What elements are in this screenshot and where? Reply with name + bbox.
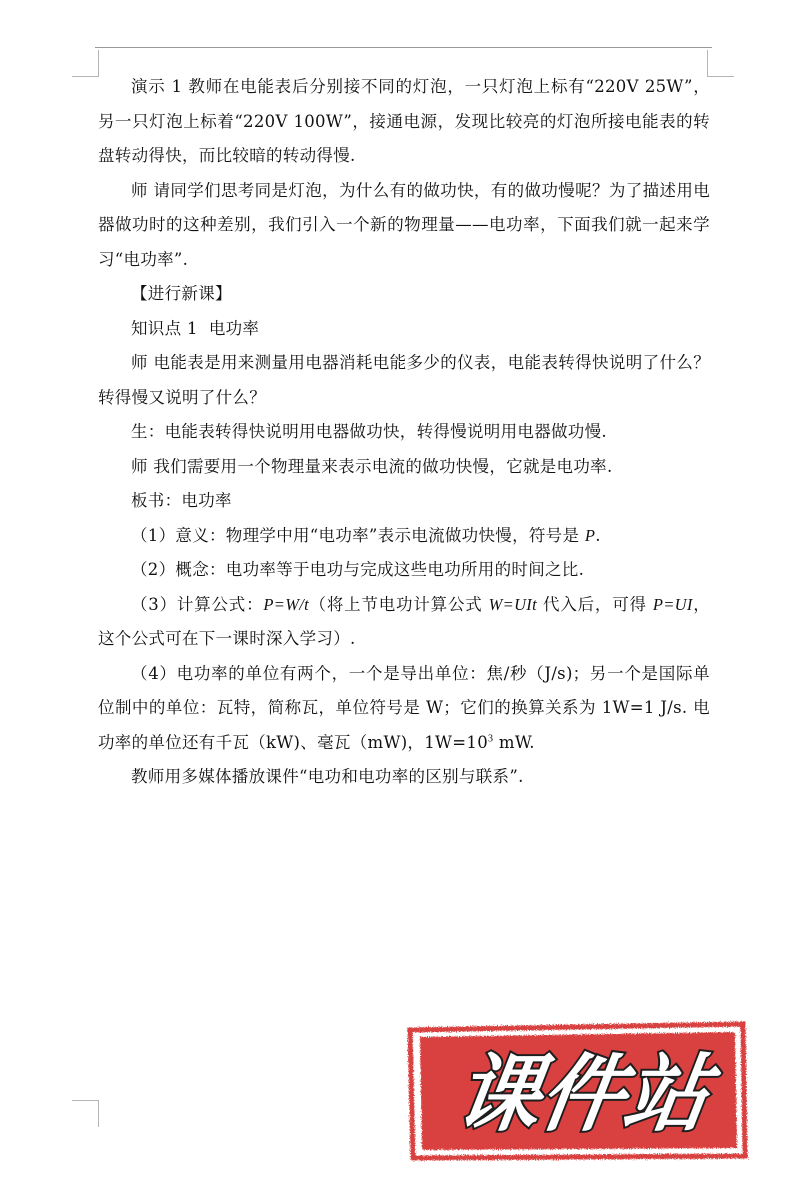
item-2-concept: （2）概念：电功率等于电功与完成这些电功所用的时间之比. (131, 560, 585, 579)
item-3-mid: （将上节电功计算公式 (309, 594, 489, 614)
item-3-prefix: （3）计算公式： (131, 594, 264, 614)
knowledge-point-title: 知识点 1 电功率 (131, 318, 260, 338)
item-4-exponent: 3 (488, 733, 494, 744)
margin-corner-bottom-left (72, 1100, 99, 1127)
item-1-end: . (595, 525, 601, 545)
item-3-formula (98, 588, 710, 657)
watermark-text: 课件站 (449, 1045, 716, 1143)
header-rule (95, 47, 712, 48)
item-1-symbol: P (584, 525, 596, 545)
watermark-stamp (404, 1020, 749, 1162)
item-3-suffix: ，这个公式可在下一课时深入学习）. (98, 594, 710, 648)
paragraph-student-answer: 生：电能表转得快说明用电器做功快，转得慢说明用电器做功慢. (131, 422, 607, 441)
item-4-main: （4）电功率的单位有两个，一个是导出单位：焦/秒（J/s)；另一个是国际单位制中的单位：瓦特，简称瓦，单位符号是 W；它们的换算关系为 1W=1 J/s. 电功率的单位还有千瓦（kW)、毫瓦（mW)，1W=10 (98, 663, 710, 752)
item-3-formula-power: P=UI (652, 594, 693, 614)
item-3-mid-2: 代入后，可得 (536, 594, 653, 614)
paragraph-teacher-intro: 师 请同学们思考同是灯泡，为什么有的做功快，有的做功慢呢？为了描述用电器做功时的这种差别，我们引入一个新的物理量——电功率，下面我们就一起来学习“电功率”. (98, 180, 710, 269)
paragraph-multimedia: 教师用多媒体播放课件“电功和电功率的区别与联系”. (131, 767, 524, 786)
item-4-units (98, 657, 710, 761)
paragraph-demo: 演示 1 教师在电能表后分别接不同的灯泡，一只灯泡上标有“220V 25W”，另一只灯泡上标着“220V 100W”，接通电源，发现比较亮的灯泡所接电能表的转盘转动得快，而比较暗的转动得慢. (98, 77, 710, 165)
item-1-meaning (98, 519, 710, 554)
board-title: 板书：电功率 (131, 491, 232, 510)
paragraph-teacher-question: 师 电能表是用来测量用电器消耗电能多少的仪表，电能表转得快说明了什么？转得慢又说明了什么？ (98, 353, 710, 407)
item-1-text: （1）意义：物理学中用“电功率”表示电流做功快慢，符号是 (131, 525, 585, 545)
margin-corner-top-right (707, 50, 734, 77)
item-3-formula-main: P=W/t (263, 594, 310, 614)
item-4-end: mW. (493, 732, 535, 752)
section-heading-new-lesson: 【进行新课】 (131, 284, 232, 303)
document-body (98, 70, 710, 795)
margin-corner-top-left (72, 50, 99, 77)
paragraph-teacher-conclusion: 师 我们需要用一个物理量来表示电流的做功快慢，它就是电功率. (131, 456, 613, 476)
item-3-formula-work: W=UIt (488, 594, 537, 614)
